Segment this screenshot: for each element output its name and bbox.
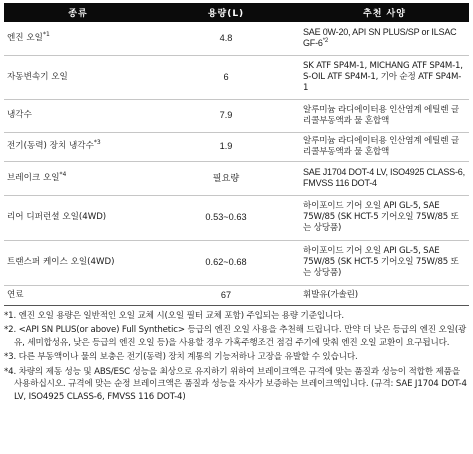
table-row — [4, 99, 469, 132]
fluid-capacity-table — [4, 3, 469, 306]
table-row — [4, 195, 469, 240]
row-amount: 7.9 — [152, 99, 300, 132]
row-type-label: 전기(동력) 장치 냉각수 — [7, 141, 94, 151]
row-type-cell — [4, 285, 152, 305]
row-amount: 0.53~0.63 — [152, 195, 300, 240]
footnote-marker: *4 — [59, 170, 67, 178]
footnote-2: *2. <API SN PLUS(or above) Full Synthetic> 등급의 엔진 오일 사용을 추천해 드립니다. 만약 더 낮은 등급의 엔진 오일(광유, 세미합성유, 낮은 등급의 엔진 오일 등)을 사용할 경우 가혹주행조건 점검 주기에 맞춰 엔진 오일 교환이 요구됩니다. — [4, 325, 467, 348]
row-type-label: 트랜스퍼 케이스 오일(4WD) — [7, 257, 115, 267]
row-amount: 필요량 — [152, 161, 300, 195]
row-type-cell — [4, 55, 152, 99]
footnote-marker: *1 — [42, 30, 50, 38]
row-spec-text: SAE 0W-20, API SN PLUS/SP or ILSAC GF-6 — [303, 27, 457, 49]
row-type-label: 리어 디퍼런셜 오일(4WD) — [7, 212, 107, 222]
footnote-4: *4. 차량의 제동 성능 및 ABS/ESC 성능을 최상으로 유지하기 위하여 브레이크액은 규격에 맞는 품질과 성능이 적합한 제품을 사용하십시오. 규격에 맞는 순정 브레이크액은 품질과 성능을 자사가 보증하는 브레이크액입니다. (규격: SAE J1704 DOT-4 LV, ISO4925 CLASS-6, FMVSS 116 DOT-4) — [4, 366, 467, 402]
row-amount: 67 — [152, 285, 300, 305]
footnote-3: *3. 다른 부동액이나 물의 보충은 전기(동력) 장치 계통의 기능저하나 고장을 유발할 수 있습니다. — [4, 352, 358, 362]
table-row — [4, 240, 469, 285]
row-type-cell — [4, 22, 152, 55]
row-type-cell — [4, 195, 152, 240]
row-type-cell — [4, 161, 152, 195]
table-header-row — [4, 3, 469, 22]
table-row — [4, 285, 469, 305]
header-type: 종류 — [4, 3, 152, 22]
fluid-capacity-section — [4, 3, 469, 405]
row-spec-text: 알루미늄 라디에이터용 인산염계 에틸렌 글리콜부동액과 물 혼합액 — [300, 99, 469, 132]
header-amount: 용량(L) — [152, 3, 300, 22]
table-row — [4, 22, 469, 55]
footnote-marker: *3 — [93, 139, 101, 146]
row-amount: 0.62~0.68 — [152, 240, 300, 285]
table-row — [4, 161, 469, 195]
row-amount: 6 — [152, 55, 300, 99]
row-spec-cell — [300, 22, 469, 55]
row-type-label: 냉각수 — [7, 110, 32, 120]
row-amount: 4.8 — [152, 22, 300, 55]
footnotes — [4, 310, 469, 404]
row-type-label: 엔진 오일 — [7, 32, 43, 43]
row-spec-text: 휘발유(가솔린) — [300, 285, 469, 305]
table-row — [4, 132, 469, 161]
footnote-marker: *2 — [322, 38, 328, 45]
footnote-1: *1. 엔진 오일 용량은 일반적인 오일 교체 시(오일 필터 교체 포함) 주입되는 용량 기준입니다. — [4, 310, 344, 321]
row-type-label: 자동변속기 오일 — [7, 71, 68, 82]
row-type-cell — [4, 132, 152, 161]
row-type-cell — [4, 240, 152, 285]
row-spec-text: SK ATF SP4M-1, MICHANG ATF SP4M-1, S-OIL ATF SP4M-1, 기아 순정 ATF SP4M-1 — [300, 55, 469, 99]
row-spec-text: 하이포이드 기어 오일 API GL-5, SAE 75W/85 (SK HCT-5 기어오일 75W/85 또는 상당품) — [300, 240, 469, 285]
header-spec: 추천 사양 — [300, 3, 469, 22]
row-type-cell — [4, 99, 152, 132]
row-spec-text: 하이포이드 기어 오일 API GL-5, SAE 75W/85 (SK HCT-5 기어오일 75W/85 또는 상당품) — [300, 195, 469, 240]
row-spec-text: 알루미늄 라디에이터용 인산염계 에틸렌 글리콜부동액과 물 혼합액 — [300, 132, 469, 161]
row-type-label: 연료 — [7, 289, 24, 300]
row-type-label: 브레이크 오일 — [7, 172, 60, 183]
row-spec-text: SAE J1704 DOT-4 LV, ISO4925 CLASS-6, FMVSS 116 DOT-4 — [300, 161, 469, 195]
row-amount: 1.9 — [152, 132, 300, 161]
table-row — [4, 55, 469, 99]
